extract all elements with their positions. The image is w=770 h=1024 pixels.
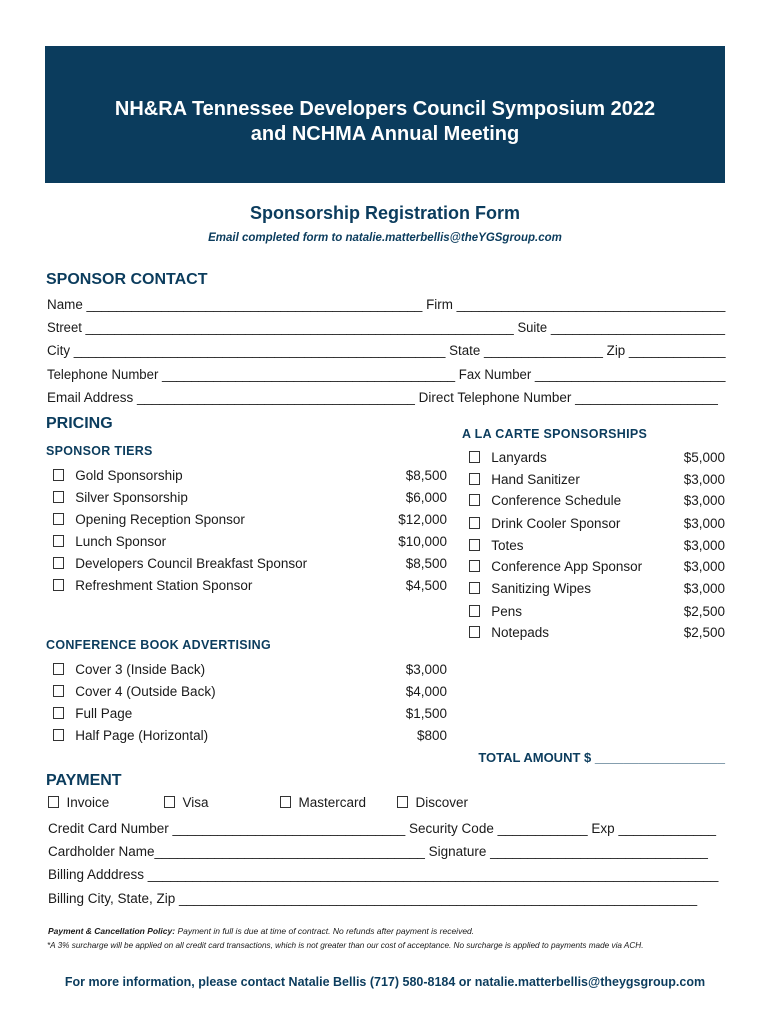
item-price: $8,500 bbox=[405, 556, 447, 571]
payment-option-visa[interactable] bbox=[164, 795, 209, 810]
billing-city-field[interactable]: Billing City, State, Zip _____________________________________________________________________ bbox=[48, 891, 698, 906]
item-label: Sanitizing Wipes bbox=[491, 581, 592, 596]
checkbox[interactable] bbox=[53, 685, 64, 697]
form-title: Sponsorship Registration Form bbox=[249, 203, 521, 223]
item-price: $8,500 bbox=[405, 468, 447, 483]
telephone-fax-field[interactable]: Telephone Number ________________________________________ Fax Number __________________________ bbox=[47, 367, 726, 382]
item-price: $4,500 bbox=[405, 578, 447, 593]
total-amount-field[interactable]: TOTAL AMOUNT $ __________________ bbox=[478, 750, 725, 765]
checkbox[interactable] bbox=[469, 473, 480, 485]
policy-text: Payment in full is due at time of contract. No refunds after payment is received. bbox=[175, 926, 475, 936]
policy-note bbox=[48, 926, 474, 936]
item-price: $3,000 bbox=[683, 581, 725, 596]
item-price: $4,000 bbox=[405, 684, 447, 699]
pricing-heading: PRICING bbox=[46, 415, 113, 432]
item-label: Half Page (Horizontal) bbox=[75, 728, 209, 743]
checkbox[interactable] bbox=[469, 494, 480, 506]
item-price: $2,500 bbox=[683, 604, 725, 619]
item-label: Totes bbox=[491, 538, 524, 553]
item-price: $1,500 bbox=[405, 706, 447, 721]
list-item[interactable] bbox=[469, 625, 549, 640]
payment-option-mastercard[interactable] bbox=[280, 795, 366, 810]
event-title-line-2: and NCHMA Annual Meeting bbox=[250, 123, 520, 145]
checkbox[interactable] bbox=[53, 513, 64, 525]
item-label: Pens bbox=[491, 604, 523, 619]
item-label: Conference App Sponsor bbox=[491, 559, 643, 574]
item-price: $5,000 bbox=[683, 450, 725, 465]
item-price: $3,000 bbox=[405, 662, 447, 677]
advertising-heading: CONFERENCE BOOK ADVERTISING bbox=[46, 638, 272, 652]
footer-contact: For more information, please contact Natalie Bellis (717) 580-8184 or natalie.matterbellis@theygsgroup.com bbox=[64, 975, 706, 989]
alacarte-heading: A LA CARTE SPONSORSHIPS bbox=[462, 427, 648, 441]
checkbox[interactable] bbox=[53, 557, 64, 569]
item-price: $3,000 bbox=[683, 516, 725, 531]
checkbox[interactable] bbox=[53, 535, 64, 547]
sponsor-tiers-heading: SPONSOR TIERS bbox=[46, 444, 153, 458]
name-firm-field[interactable]: Name _____________________________________________ Firm ____________________________________ bbox=[47, 297, 726, 312]
item-label: Lunch Sponsor bbox=[75, 534, 167, 549]
sponsor-contact-heading: SPONSOR CONTACT bbox=[46, 271, 208, 288]
checkbox[interactable] bbox=[469, 626, 480, 638]
list-item[interactable] bbox=[53, 512, 245, 527]
item-price: $6,000 bbox=[405, 490, 447, 505]
billing-address-field[interactable]: Billing Adddress ____________________________________________________________________________ bbox=[48, 867, 719, 882]
list-item[interactable] bbox=[469, 559, 642, 574]
checkbox[interactable] bbox=[53, 729, 64, 741]
item-price: $3,000 bbox=[683, 493, 725, 508]
payment-heading: PAYMENT bbox=[46, 772, 122, 789]
list-item[interactable] bbox=[53, 662, 205, 677]
event-title bbox=[45, 97, 725, 147]
list-item[interactable] bbox=[53, 684, 216, 699]
payment-option-discover[interactable] bbox=[397, 795, 468, 810]
option-label: Visa bbox=[182, 795, 209, 810]
checkbox[interactable] bbox=[469, 582, 480, 594]
checkbox[interactable] bbox=[53, 707, 64, 719]
event-title-line-1: NH&RA Tennessee Developers Council Symposium 2022 bbox=[114, 98, 656, 120]
item-label: Opening Reception Sponsor bbox=[75, 512, 245, 527]
list-item[interactable] bbox=[469, 450, 547, 465]
list-item[interactable] bbox=[53, 556, 307, 571]
list-item[interactable] bbox=[53, 490, 188, 505]
list-item[interactable] bbox=[53, 578, 252, 593]
header-banner bbox=[45, 46, 725, 183]
item-label: Gold Sponsorship bbox=[75, 468, 183, 483]
checkbox[interactable] bbox=[469, 605, 480, 617]
item-label: Lanyards bbox=[491, 450, 547, 465]
policy-label: Payment & Cancellation Policy: bbox=[48, 926, 176, 936]
option-label: Mastercard bbox=[298, 795, 367, 810]
item-label: Silver Sponsorship bbox=[75, 490, 188, 505]
checkbox[interactable] bbox=[469, 451, 480, 463]
checkbox[interactable] bbox=[280, 796, 291, 808]
item-label: Full Page bbox=[75, 706, 133, 721]
item-label: Notepads bbox=[491, 625, 550, 640]
checkbox[interactable] bbox=[53, 663, 64, 675]
email-instruction: Email completed form to natalie.matterbellis@theYGSgroup.com bbox=[208, 232, 562, 244]
checkbox[interactable] bbox=[48, 796, 59, 808]
city-state-zip-field[interactable]: City __________________________________________________ State ________________ Zip _____________ bbox=[47, 343, 726, 358]
item-price: $2,500 bbox=[683, 625, 725, 640]
option-label: Invoice bbox=[66, 795, 110, 810]
list-item[interactable] bbox=[469, 538, 524, 553]
checkbox[interactable] bbox=[164, 796, 175, 808]
item-price: $3,000 bbox=[683, 472, 725, 487]
list-item[interactable] bbox=[469, 493, 621, 508]
checkbox[interactable] bbox=[469, 539, 480, 551]
street-suite-field[interactable]: Street ___________________________________________________________ Suite ________________________ bbox=[47, 320, 726, 335]
list-item[interactable] bbox=[53, 728, 208, 743]
list-item[interactable] bbox=[469, 604, 522, 619]
checkbox[interactable] bbox=[469, 517, 480, 529]
item-label: Conference Schedule bbox=[491, 493, 622, 508]
option-label: Discover bbox=[415, 795, 469, 810]
checkbox[interactable] bbox=[53, 579, 64, 591]
checkbox[interactable] bbox=[53, 491, 64, 503]
list-item[interactable] bbox=[53, 468, 183, 483]
item-label: Cover 4 (Outside Back) bbox=[75, 684, 216, 699]
checkbox[interactable] bbox=[397, 796, 408, 808]
list-item[interactable] bbox=[469, 581, 591, 596]
list-item[interactable] bbox=[53, 534, 166, 549]
list-item[interactable] bbox=[469, 472, 580, 487]
list-item[interactable] bbox=[53, 706, 132, 721]
item-price: $10,000 bbox=[398, 534, 447, 549]
item-price: $12,000 bbox=[398, 512, 447, 527]
checkbox[interactable] bbox=[53, 469, 64, 481]
email-direct-phone-field[interactable]: Email Address _____________________________________ Direct Telephone Number ___________________ bbox=[47, 390, 718, 405]
list-item[interactable] bbox=[469, 516, 620, 531]
item-label: Cover 3 (Inside Back) bbox=[75, 662, 206, 677]
credit-card-field[interactable]: Credit Card Number _______________________________ Security Code ____________ Exp _____________ bbox=[48, 821, 717, 836]
checkbox[interactable] bbox=[469, 560, 480, 572]
item-price: $3,000 bbox=[683, 559, 725, 574]
item-label: Developers Council Breakfast Sponsor bbox=[75, 556, 308, 571]
payment-option-invoice[interactable] bbox=[48, 795, 109, 810]
surcharge-note: *A 3% surcharge will be applied on all credit card transactions, which is not greater than our cost of acceptance. No surcharge is applied to payments made via ACH. bbox=[47, 941, 644, 950]
item-label: Drink Cooler Sponsor bbox=[491, 516, 621, 531]
item-label: Refreshment Station Sponsor bbox=[75, 578, 253, 593]
item-price: $800 bbox=[416, 728, 447, 743]
cardholder-signature-field[interactable]: Cardholder Name____________________________________ Signature _____________________________ bbox=[48, 844, 708, 859]
item-label: Hand Sanitizer bbox=[491, 472, 580, 487]
item-price: $3,000 bbox=[683, 538, 725, 553]
